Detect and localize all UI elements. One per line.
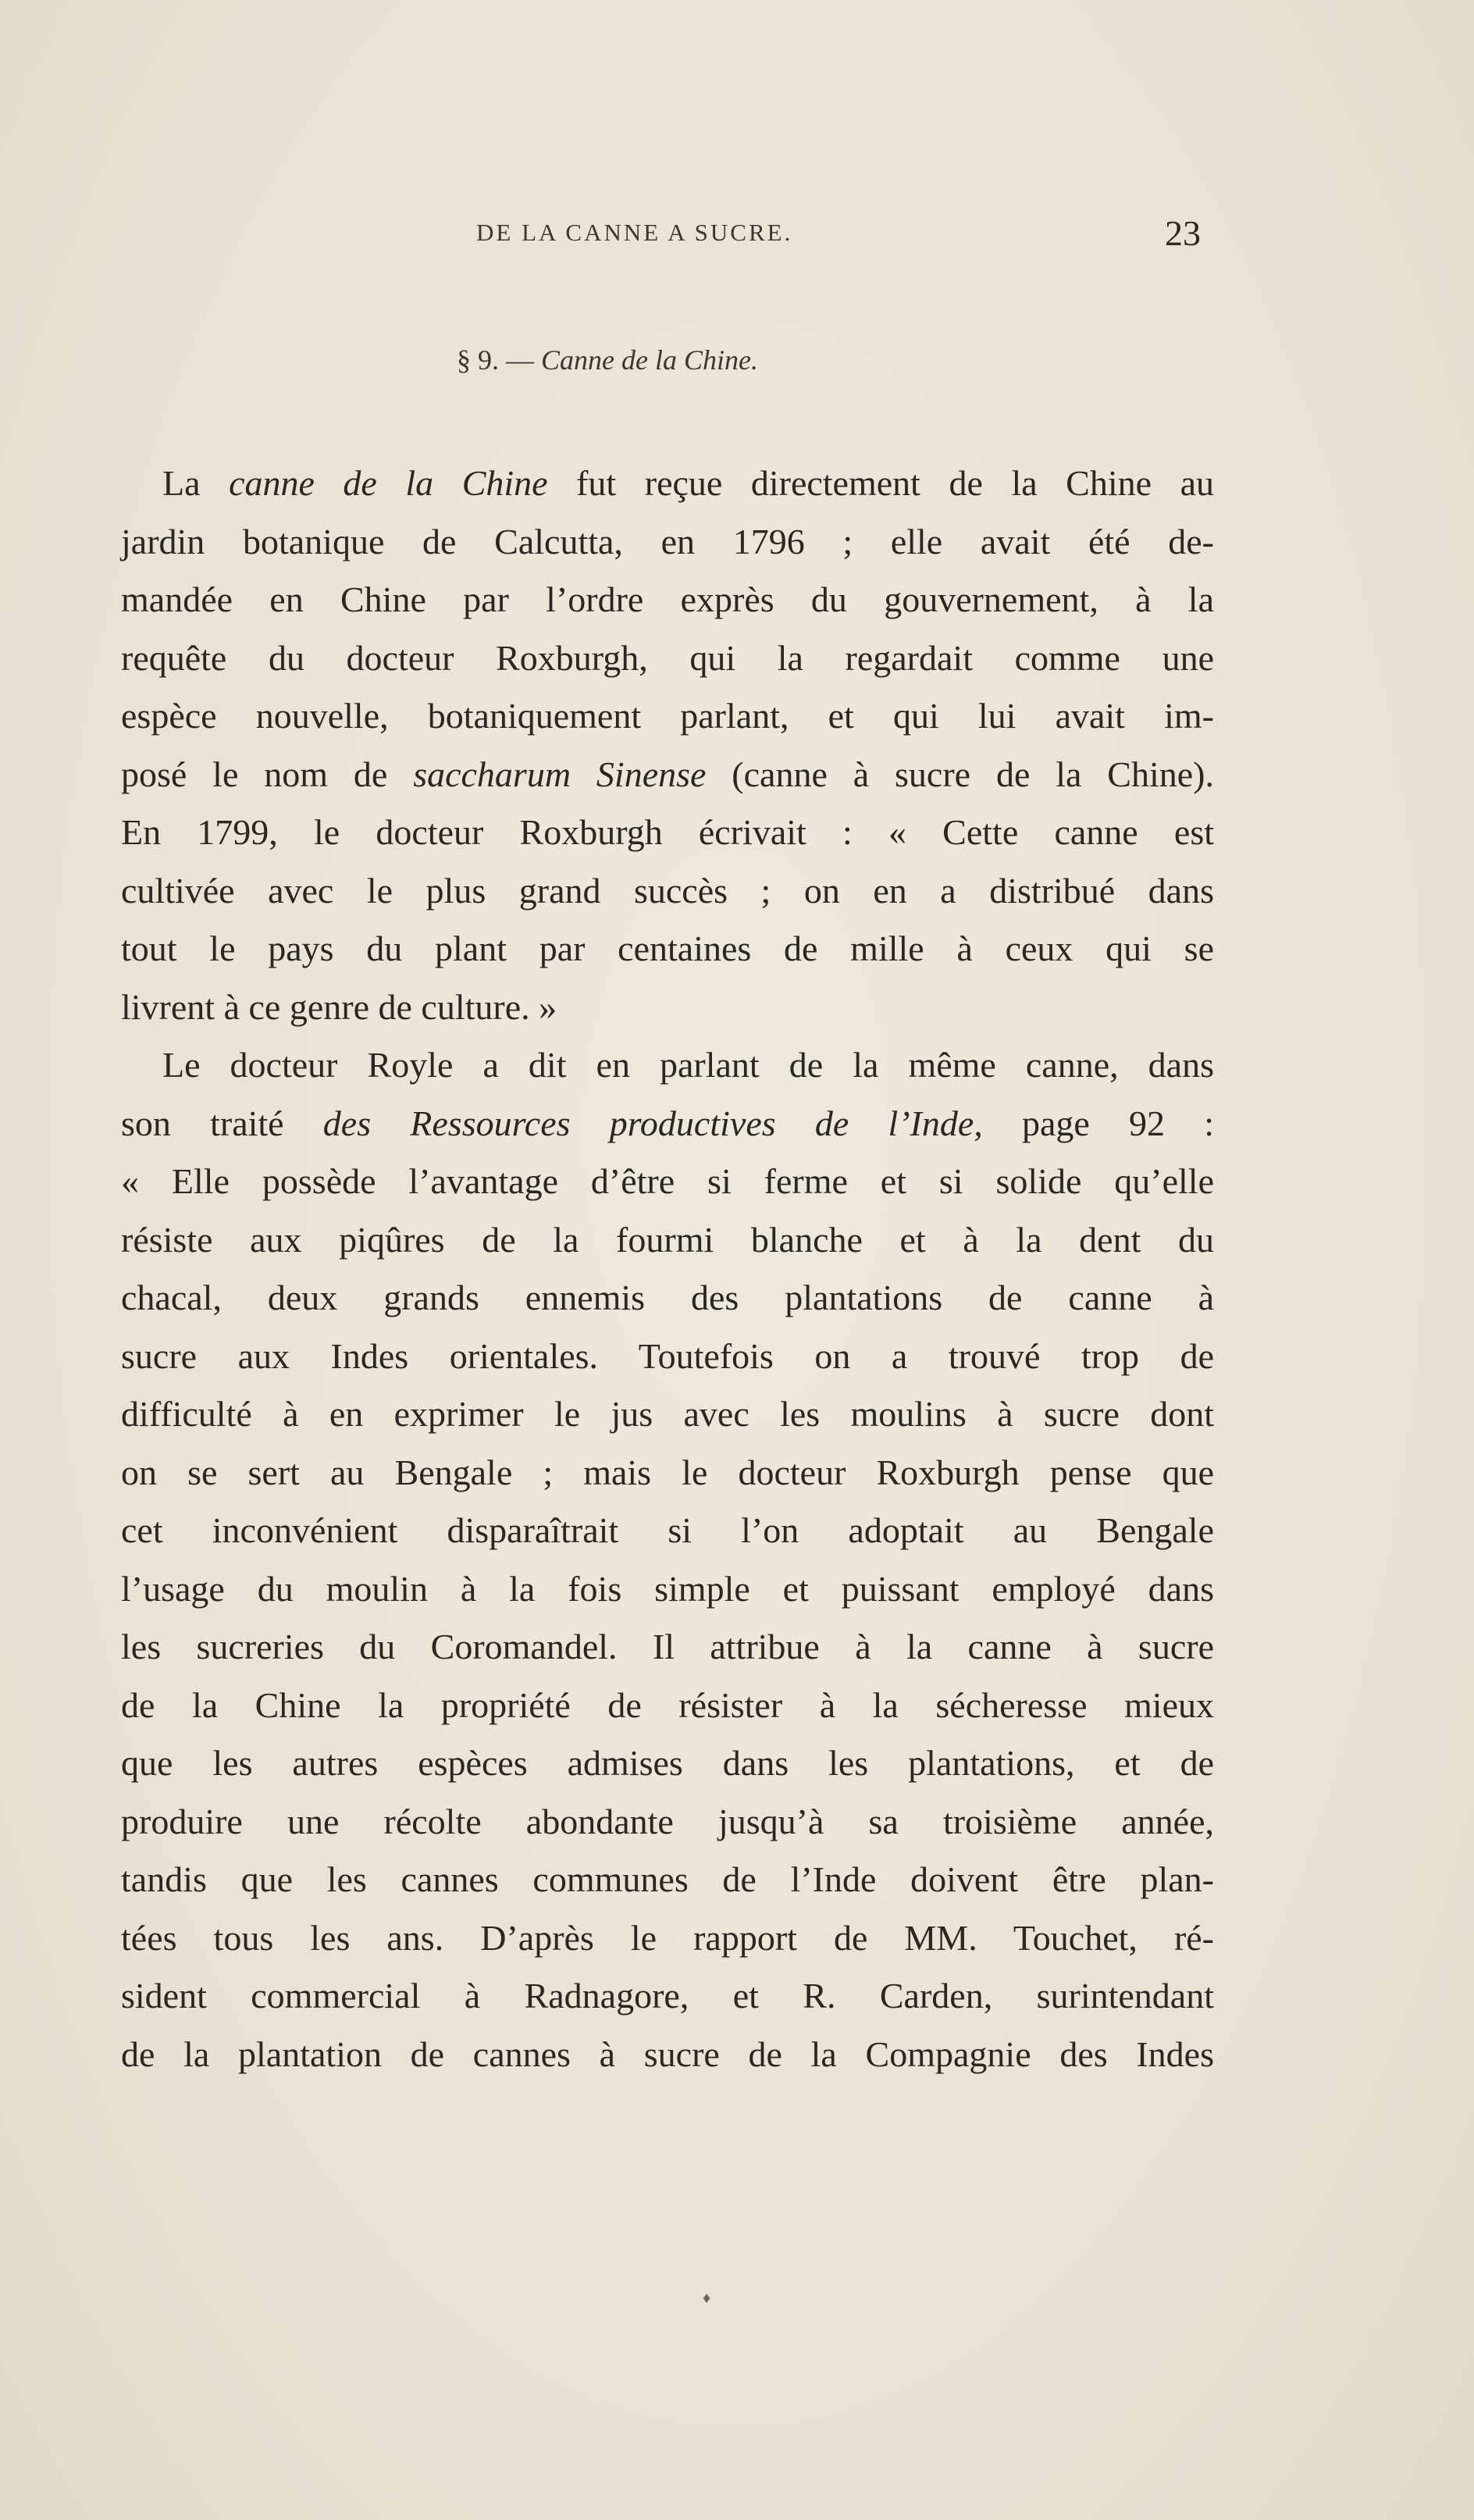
- text-run: son traité: [121, 1103, 323, 1143]
- text-run: tout le pays du plant par centaines de mille à ceux qui se: [121, 929, 1214, 968]
- text-line: [121, 1153, 1214, 1211]
- text-line: [121, 629, 1214, 688]
- text-line: [121, 1211, 1214, 1270]
- italic-text: des Ressources productives de l’Inde,: [322, 1103, 983, 1143]
- text-line: [121, 1385, 1214, 1444]
- text-line: [121, 746, 1214, 804]
- text-line: [121, 2026, 1214, 2084]
- text-line: [121, 920, 1214, 978]
- signature-mark: ♦: [703, 2290, 711, 2307]
- text-line: [121, 1444, 1214, 1502]
- text-line: [121, 1793, 1214, 1852]
- text-run: La: [162, 463, 230, 503]
- text-run: cet inconvénient disparaîtrait si l’on adoptait au Bengale: [121, 1510, 1214, 1550]
- running-head: [0, 212, 1474, 259]
- text-run: sident commercial à Radnagore, et R. Carden, surintendant: [121, 1976, 1214, 2016]
- text-run: on se sert au Bengale ; mais le docteur Roxburgh pense que: [121, 1452, 1214, 1492]
- text-run: En 1799, le docteur Roxburgh écrivait : « Cette canne est: [121, 812, 1214, 852]
- text-line: [121, 1560, 1214, 1619]
- text-run: résiste aux piqûres de la fourmi blanche et à la dent du: [121, 1219, 1214, 1260]
- text-line: [121, 1734, 1214, 1793]
- text-run: que les autres espèces admises dans les plantations, et de: [121, 1743, 1214, 1783]
- text-run: (canne à sucre de la Chine).: [706, 754, 1214, 794]
- text-run: l’usage du moulin à la fois simple et puissant employé dans: [121, 1568, 1214, 1609]
- text-line: [121, 1095, 1214, 1153]
- text-line: [121, 1502, 1214, 1560]
- text-run: produire une récolte abondante jusqu’à sa troisième année,: [121, 1801, 1214, 1841]
- italic-text: canne de la Chine: [229, 463, 548, 503]
- text-run: mandée en Chine par l’ordre exprès du gouvernement, à la: [121, 579, 1214, 619]
- text-line: [121, 1967, 1214, 2026]
- italic-text: saccharum Sinense: [413, 754, 707, 794]
- text-line: [121, 1269, 1214, 1328]
- text-line: [121, 1851, 1214, 1909]
- text-run: livrent à ce genre de culture. »: [121, 986, 557, 1027]
- body-text: [121, 454, 1214, 2083]
- text-line: [121, 804, 1214, 862]
- text-line: [121, 1677, 1214, 1735]
- text-run: de la Chine la propriété de résister à la sécheresse mieux: [121, 1684, 1214, 1725]
- text-run: requête du docteur Roxburgh, qui la regardait comme une: [121, 637, 1214, 678]
- text-run: tandis que les cannes communes de l’Inde doivent être plan-: [121, 1859, 1214, 1899]
- text-run: espèce nouvelle, botaniquement parlant, et qui lui avait im-: [121, 696, 1214, 736]
- text-line: [121, 1618, 1214, 1677]
- text-line: [121, 454, 1214, 513]
- page-number: 23: [1165, 213, 1201, 253]
- text-run: jardin botanique de Calcutta, en 1796 ; elle avait été de-: [121, 521, 1214, 561]
- text-line: [121, 978, 1214, 1037]
- text-line: [121, 687, 1214, 746]
- text-line: [121, 862, 1214, 921]
- text-run: « Elle possède l’avantage d’être si ferme et si solide qu’elle: [121, 1161, 1214, 1201]
- text-run: difficulté à en exprimer le jus avec les moulins à sucre dont: [121, 1394, 1214, 1434]
- text-run: sucre aux Indes orientales. Toutefois on a trouvé trop de: [121, 1335, 1214, 1376]
- section-number: § 9. —: [457, 344, 541, 376]
- text-run: posé le nom de: [121, 754, 414, 794]
- text-run: Le docteur Royle a dit en parlant de la même canne, dans: [162, 1045, 1214, 1085]
- text-run: page 92 :: [982, 1103, 1214, 1143]
- text-run: de la plantation de cannes à sucre de la Compagnie des Indes: [121, 2033, 1214, 2074]
- text-line: [121, 1909, 1214, 1968]
- text-line: [121, 1328, 1214, 1386]
- section-title: Canne de la Chine.: [541, 344, 758, 376]
- text-line: [121, 513, 1214, 572]
- text-line: [121, 1036, 1214, 1095]
- text-run: fut reçue directement de la Chine au: [547, 463, 1215, 503]
- running-title: DE LA CANNE A SUCRE.: [476, 219, 793, 246]
- text-line: [121, 571, 1214, 629]
- section-heading-text: [457, 344, 758, 376]
- text-run: cultivée avec le plus grand succès ; on en a distribué dans: [121, 870, 1214, 911]
- text-run: tées tous les ans. D’après le rapport de MM. Touchet, ré-: [121, 1917, 1214, 1958]
- text-run: les sucreries du Coromandel. Il attribue à la canne à sucre: [121, 1627, 1214, 1666]
- text-run: chacal, deux grands ennemis des plantations de canne à: [121, 1278, 1214, 1317]
